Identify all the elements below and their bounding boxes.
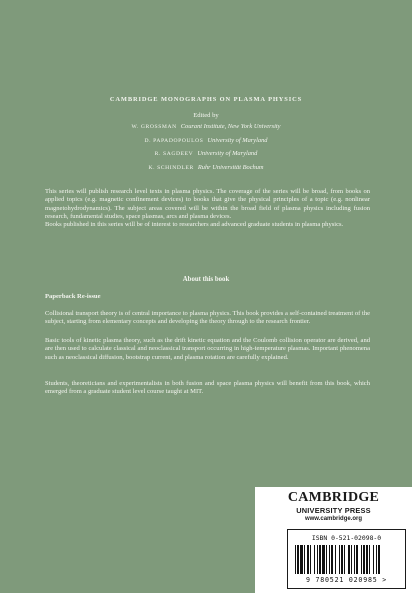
editor-affiliation: University of Maryland (197, 150, 258, 157)
editor-name: R. SAGDEEV (154, 151, 194, 157)
barcode-label (287, 529, 406, 589)
editor-affiliation: University of Maryland (207, 136, 268, 144)
series-audience: Books published in this series will be of interest to researchers and advanced graduate students in plasma physics. (45, 221, 344, 228)
editor-entry (0, 164, 412, 172)
publisher-press: UNIVERSITY PRESS (296, 506, 371, 515)
about-paragraph: Students, theoreticians and experimentalists in both fusion and space plasma physics will benefit from this book, which emerged from a graduate student level course taught at MIT. (45, 380, 370, 396)
editor-name: W. GROSSMAN (131, 124, 177, 130)
about-paragraph: Collisional transport theory is of central importance to plasma physics. This book provides a self-contained treatment of the subject, starting from elementary concepts and developing the theory through to the research frontier. (45, 310, 370, 326)
barcode-number: 9 780521 020985 > (305, 576, 388, 584)
editor-affiliation: Ruhr Universität Bochum (197, 163, 264, 171)
editor-entry (0, 150, 412, 158)
edition-label: Paperback Re-issue (45, 293, 101, 300)
barcode-icon (295, 545, 403, 574)
edited-by-label: Edited by (193, 112, 219, 119)
isbn-text: ISBN 0-521-02098-0 (311, 534, 382, 542)
editor-list (0, 123, 412, 177)
series-description: This series will publish research level texts in plasma physics. The coverage of the series will be broad, from books on applied topics (e.g. magnetic confinement devices) to books that give the physical principles of a topic (e.g. nonlinear magnetohydrodynamics). The subject areas covered will be within the broad field of plasma physics including fusion research, fundamental studies, space plasmas, arcs and plasma devices. (45, 188, 370, 220)
publisher-url: www.cambridge.org (304, 516, 363, 522)
editor-entry (0, 137, 412, 145)
editor-name: K. SCHINDLER (148, 164, 194, 171)
editor-entry (0, 123, 412, 131)
publisher-name: CAMBRIDGE (287, 490, 380, 505)
about-heading: About this book (182, 276, 230, 283)
editor-affiliation: Courant Institute, New York University (180, 123, 281, 130)
about-paragraph: Basic tools of kinetic plasma theory, such as the drift kinetic equation and the Coulomb collision operator are derived, and are then used to calculate classical and neoclassical transport occurring in high-temperature plasmas. Important phenomena such as neoclassical diffusion, bootstrap current, and plasma rotation are carefully explained. (45, 337, 370, 361)
series-title: CAMBRIDGE MONOGRAPHS ON PLASMA PHYSICS (109, 96, 303, 103)
editor-name: D. PAPADOPOULOS (144, 137, 204, 144)
